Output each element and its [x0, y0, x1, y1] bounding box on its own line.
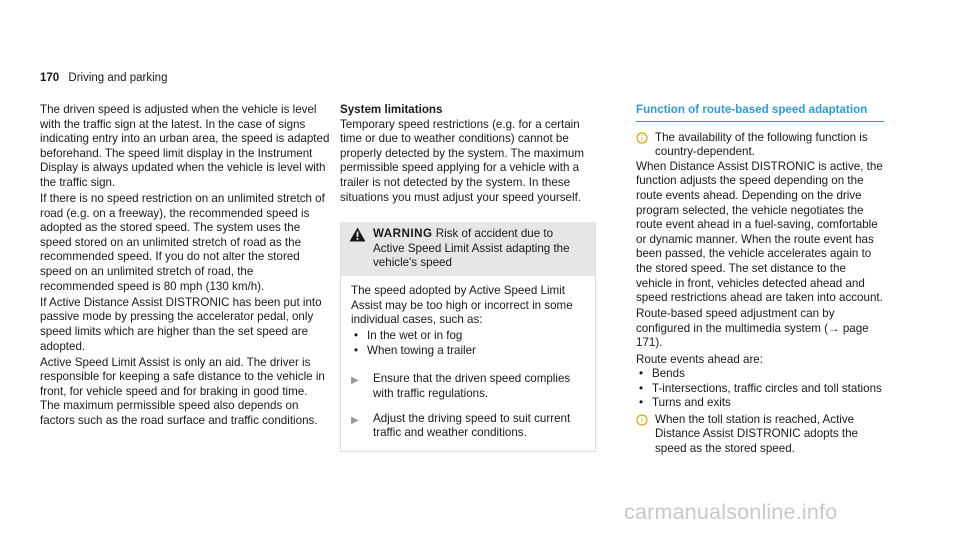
warning-box [340, 222, 596, 452]
warning-text: The speed adopted by Active Speed Limit Assist may be too high or incorrect in some individual cases, such as: [351, 283, 573, 327]
warning-title: Risk of accident due to Active Speed Limit Assist adapting the vehicle's speed [373, 227, 570, 270]
watermark-link[interactable]: carmanualsonline.info [624, 500, 838, 524]
note [636, 413, 884, 457]
page-number: 170 [40, 72, 60, 84]
svg-text:i: i [640, 133, 644, 143]
list-item: • In the wet or in fog [351, 329, 585, 344]
action-text: Adjust the driving speed to suit current traffic and weather conditions. [373, 411, 571, 440]
column-left [40, 103, 330, 430]
paragraph: Route events ahead are: [636, 352, 763, 366]
warning-list [351, 329, 585, 358]
arrow-right-icon: ▶ [351, 375, 359, 387]
note-text: The availability of the following function is country-dependent. [655, 130, 868, 159]
paragraph: The driven speed is adjusted when the vehicle is level with the traffic sign at the latest. In the case of signs indicating entry into an urban area, the speed is adapted beforehand. The speed limit display in the Instrument Display is always updated when the vehicle is level with the traffic sign. [40, 103, 330, 189]
page-header [40, 72, 167, 84]
paragraph: Temporary speed restrictions (e.g. for a certain time or due to weather conditions) cannot be properly detected by the system. The maximum permissible speed applying for a vehicle with a trailer is not detected by the system. In these situations you must adjust your speed yourself. [340, 117, 585, 204]
paragraph: If Active Distance Assist DISTRONIC has been put into passive mode by pressing the accelerator pedal, only speed limits which are higher than the set speed are adopted. [40, 295, 322, 353]
column-middle [340, 103, 596, 452]
warning-triangle-icon [349, 227, 373, 271]
action-item [351, 372, 585, 401]
action-text: Ensure that the driven speed complies with traffic regulations. [373, 372, 571, 400]
route-events-list [636, 367, 884, 411]
warning-header [341, 222, 595, 276]
paragraph: Active Speed Limit Assist is only an aid. The driver is responsible for keeping a safe distance to the vehicle in front, for vehicle speed and for braking in good time. The maximum permissible speed also depends on factors such as the road surface and traffic conditions. [40, 355, 325, 427]
note [636, 131, 884, 160]
info-lightbulb-icon [636, 413, 655, 457]
list-item: • When towing a trailer [351, 344, 585, 359]
list-item: • Turns and exits [636, 396, 884, 411]
list-item: • T-intersections, traffic circles and toll stations [636, 382, 884, 397]
paragraph: If there is no speed restriction on an unlimited stretch of road (e.g. on a freeway), the recommended speed is adopted as the stored speed. The system uses the speed stored on an unlimited stretch of road as the recommended speed. If you do not alter the stored speed on an unlimited stretch of road, the recommended speed is 80 mph (130 km/h). [40, 192, 325, 293]
svg-text:i: i [640, 415, 644, 425]
warning-label: WARNING [373, 227, 433, 241]
section-heading: Function of route-based speed adaptation [636, 103, 884, 122]
section-heading: System limitations [340, 103, 443, 116]
action-item [351, 412, 585, 441]
section-title: Driving and parking [68, 72, 168, 84]
arrow-right-icon: ▶ [351, 414, 359, 426]
note-text: When the toll station is reached, Active Distance Assist DISTRONIC adopts the speed as the stored speed. [655, 412, 858, 456]
info-lightbulb-icon [636, 131, 655, 160]
warning-body [341, 276, 595, 451]
list-item: • Bends [636, 367, 884, 382]
paragraph: Route-based speed adjustment can by configured in the multimedia system (→ page 171). [636, 307, 869, 350]
paragraph: When Distance Assist DISTRONIC is active, the function adjusts the speed depending on the route events ahead. Depending on the drive program selected, the vehicle negotiates the route event ahead in a fuel-saving, comfortable or dynamic manner. When the route event has been passed, the vehicle accelerates again to the stored speed. The set distance to the vehicle in front, vehicles detected ahead and speed restrictions ahead are taken into account. [636, 159, 883, 305]
column-right [636, 103, 884, 457]
